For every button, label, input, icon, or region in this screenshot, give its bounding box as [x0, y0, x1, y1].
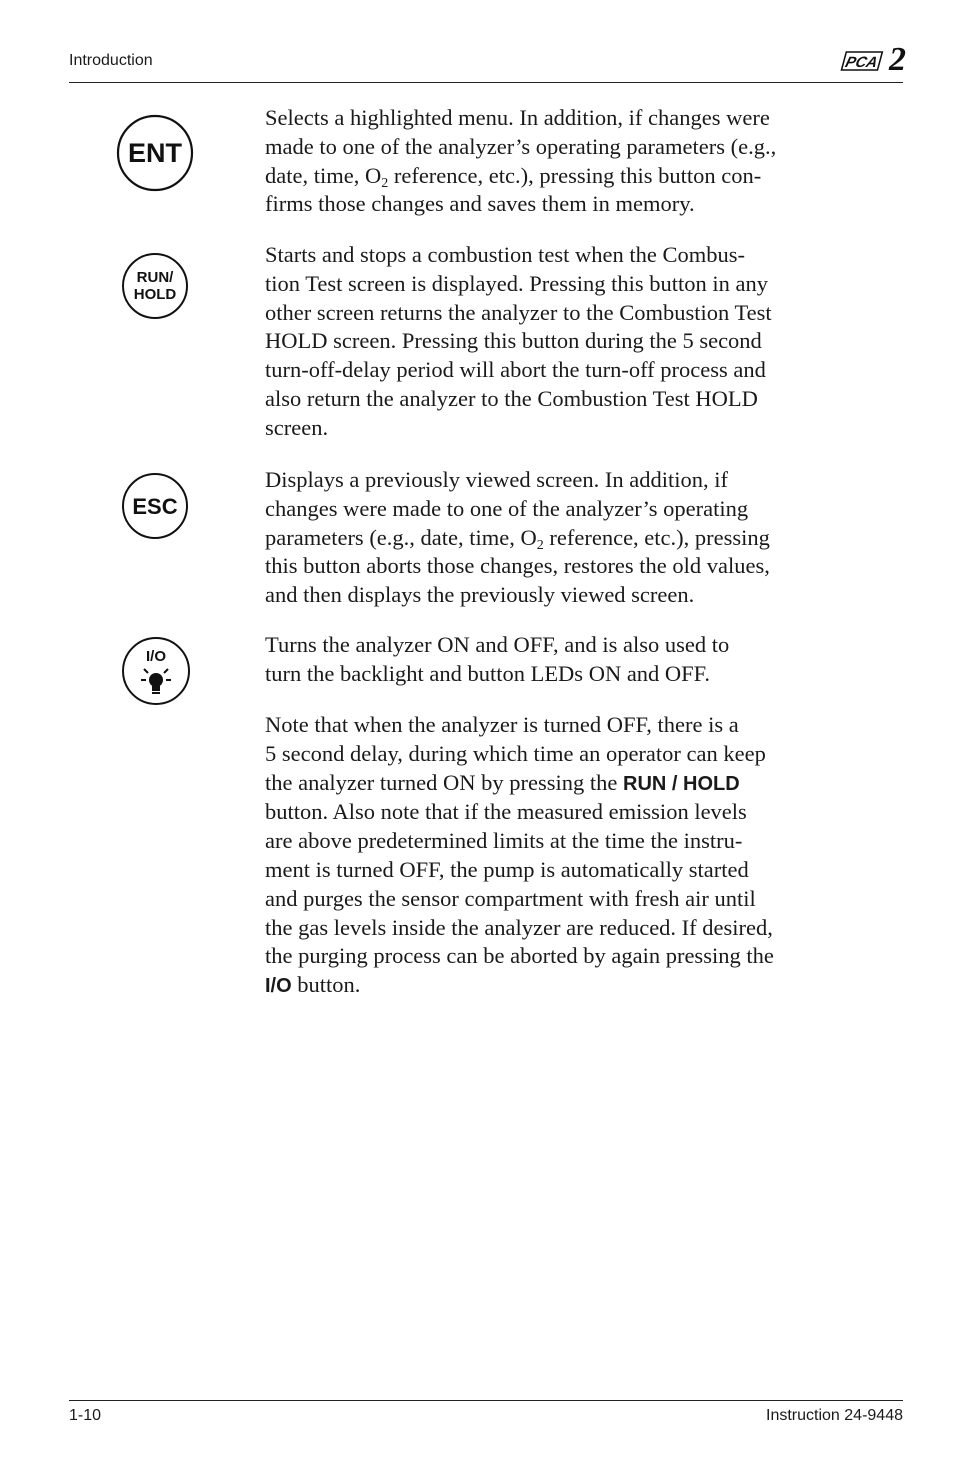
run-hold-description: Starts and stops a combustion test when the Combus- tion Test screen is displayed. Pressing this button in any other screen returns the analyzer to the Combustion Test HOLD screen. Pressing this button during the 5 second turn-off-delay period will abort the turn-off process and also return the analyzer to the Combustion Test HOLD screen.	[265, 242, 772, 440]
run-icon-label: RUN/	[136, 269, 174, 286]
section-title: Introduction	[69, 52, 153, 69]
io-description: Turns the analyzer ON and OFF, and is also used to turn the backlight and button LEDs ON and OFF.	[265, 632, 730, 686]
esc-button-icon	[121, 472, 189, 540]
esc-description: Displays a previously viewed screen. In addition, if changes were made to one of the analyzer’s operating parameters (e.g., date, time, $O_2$ reference, etc.), pressing this button aborts those changes, restores the old values, and then displays the previously viewed screen.	[265, 467, 770, 608]
run-hold-reference: RUN / HOLD	[623, 772, 740, 795]
io-reference: I/O	[265, 975, 292, 998]
logo-text: PCA	[843, 54, 880, 71]
ent-icon-label: ENT	[128, 138, 182, 168]
document-id: Instruction 24-9448	[766, 1407, 903, 1424]
io-icon-label: I/O	[145, 648, 167, 665]
note-paragraph: Note that when the analyzer is turned OFF, there is a 5 second delay, during which time an operator can keep the analyzer turned ON by pressing the RUN / HOLD button. Also note that if the measured emission levels are above predetermined limits at the time the instru- ment is turned OFF, the pump is automatically started and purges the sensor compartment with fresh air until the gas levels inside the analyzer are reduced. If desired, the purging process can be aborted by again pressing the I/O button.	[265, 712, 774, 998]
page-number: 1-10	[69, 1407, 102, 1424]
page-header	[69, 41, 906, 83]
run-hold-button-icon	[121, 252, 189, 320]
logo-number: 2	[889, 41, 906, 78]
pca2-logo	[839, 41, 906, 78]
page-footer	[69, 1400, 903, 1433]
ent-button-icon	[116, 114, 194, 192]
hold-icon-label: HOLD	[133, 286, 177, 303]
esc-icon-label: ESC	[132, 494, 178, 519]
ent-description: Selects a highlighted menu. In addition, if changes were made to one of the analyzer’s operating parameters (e.g., date, time, $O_2$ reference, etc.), pressing this button con- firms those changes and saves them in memory.	[265, 105, 777, 217]
power-light-button-icon	[121, 636, 191, 706]
